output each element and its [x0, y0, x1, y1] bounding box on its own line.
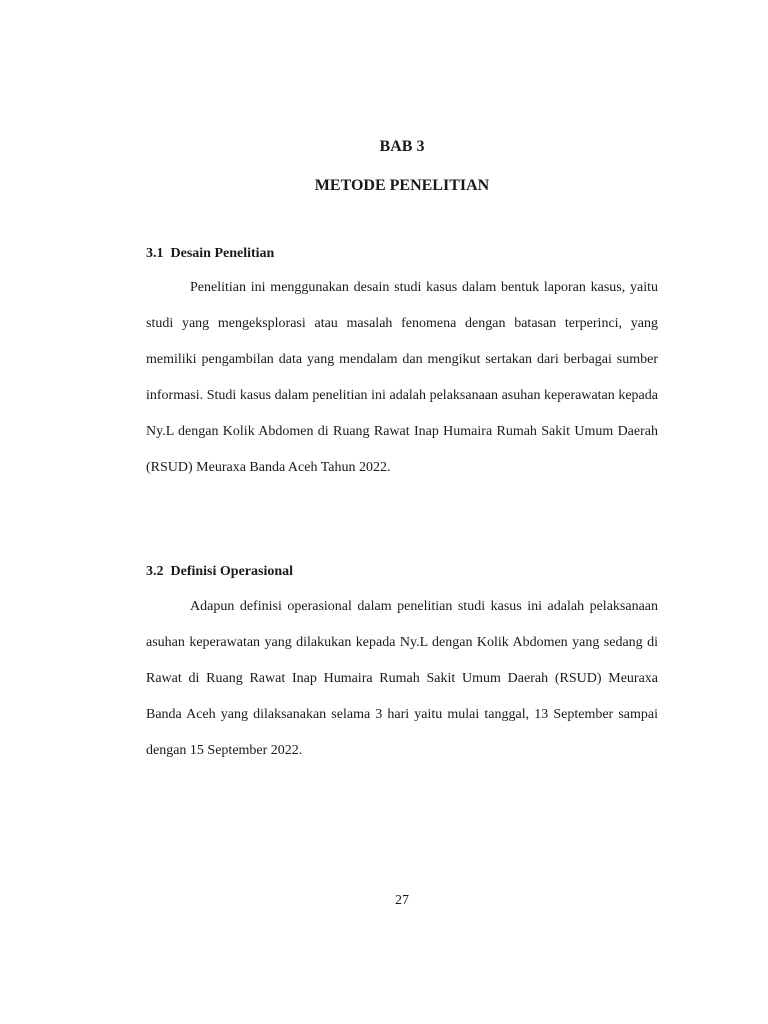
page-number: 27: [395, 893, 409, 908]
section-heading-desain-penelitian: 3.1 Desain Penelitian: [146, 246, 275, 261]
section-heading-definisi-operasional: 3.2 Definisi Operasional: [146, 564, 294, 579]
chapter-title: METODE PENELITIAN: [314, 177, 490, 194]
chapter-number: BAB 3: [379, 138, 425, 155]
paragraph-desain-penelitian: Penelitian ini menggunakan desain studi kasus dalam bentuk laporan kasus, yaitu studi yang mengeksplorasi atau masalah fenomena dengan batasan terperinci, yang memiliki pengambilan data yang mendalam dan mengikut sertakan dari berbagai sumber informasi. Studi kasus dalam penelitian ini adalah pelaksanaan asuhan keperawatan kepada Ny.L dengan Kolik Abdomen di Ruang Rawat Inap Humaira Rumah Sakit Umum Daerah (RSUD) Meuraxa Banda Aceh Tahun 2022.: [146, 280, 658, 475]
paragraph-definisi-operasional: Adapun definisi operasional dalam penelitian studi kasus ini adalah pelaksanaan asuhan keperawatan yang dilakukan kepada Ny.L dengan Kolik Abdomen yang sedang di Rawat di Ruang Rawat Inap Humaira Rumah Sakit Umum Daerah (RSUD) Meuraxa Banda Aceh yang dilaksanakan selama 3 hari yaitu mulai tanggal, 13 September sampai dengan 15 September 2022.: [146, 599, 658, 758]
